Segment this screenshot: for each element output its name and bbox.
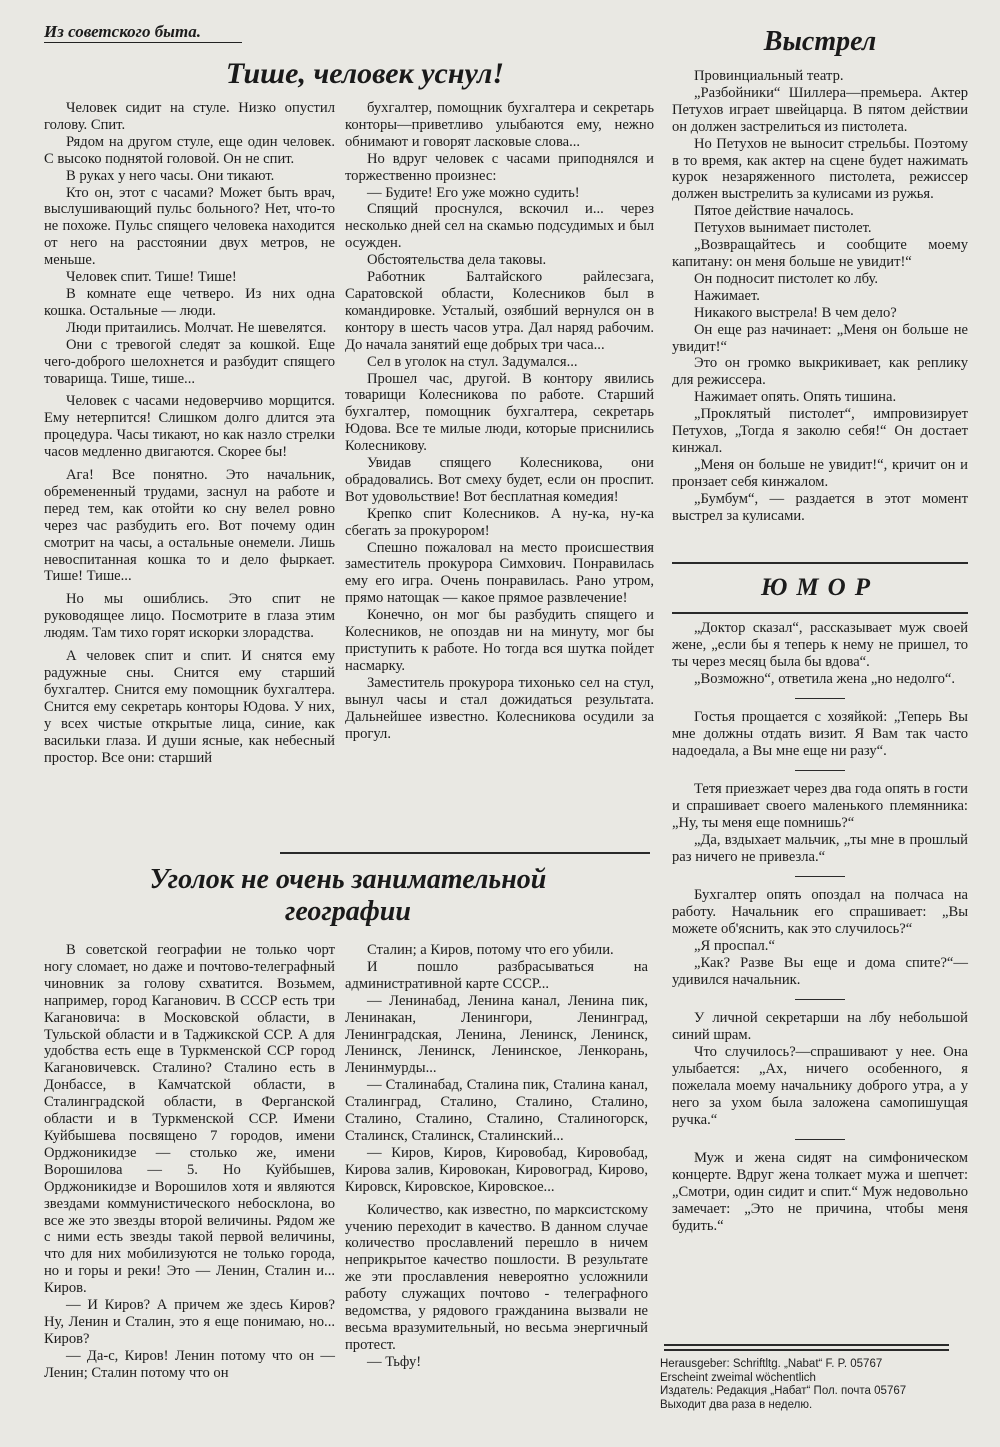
imprint-line-1: Herausgeber: Schriftltg. „Nabat“ F. P. 05767 bbox=[660, 1358, 883, 1370]
paragraph: Он подносит пистолет ко лбу. bbox=[694, 270, 878, 287]
paragraph: Ага! Все понятно. Это начальник, обремененный трудами, заснул на работе и перед тем, как отойти ко сну велел ровно через час разбудить его. Вот почему один смотрит на часы, а остальные онемели. Лишь невоспитанная кошка то и дело фыркает. Тише! Тише... bbox=[44, 467, 335, 585]
paragraph: Заместитель прокурора тихонько сел на стул, вынул часы и стал дожидаться результата. Дальнейшее известно. Колесникова осудили за прогул. bbox=[345, 674, 654, 742]
humor-column bbox=[672, 620, 968, 1235]
paragraph: Крепко спит Колесников. А ну-ка, ну-ка сбегать за прокурором! bbox=[345, 505, 654, 539]
paragraph: Человек спит. Тише! Тише! bbox=[66, 269, 237, 286]
paragraph: — И Киров? А причем же здесь Киров? Ну, Ленин и Сталин, это я еще понимаю, но... Киров? bbox=[44, 1297, 335, 1347]
paragraph: А человек спит и спит. И снятся ему радужные сны. Снится ему старший бухгалтер. Снится ему помощник бухгалтера. Снится ему секретарь конторы Юдова. У них, у всех чистые открытые лица, синие, как васильки глаза. И души ясные, как небесный простор. Все они: старший bbox=[44, 648, 335, 766]
paragraph: Человек сидит на стуле. Низко опустил голову. Спит. bbox=[44, 100, 335, 133]
paragraph: Увидав спящего Колесникова, они обрадовались. Вот смеху будет, если он проспит. Вот удовольствие! Вот бесплатная комедия! bbox=[345, 455, 654, 505]
story-geography-column-2 bbox=[345, 942, 648, 1371]
story-title-geography bbox=[48, 864, 648, 928]
joke-paragraph: Бухгалтер опять опоздал на полчаса на работу. Начальник его спрашивает: „Вы можете об'яснить, как это случилось?“ bbox=[672, 887, 968, 938]
paragraph: Это он громко выкрикивает, как реплику для режиссера. bbox=[672, 355, 968, 389]
paragraph: бухгалтер, помощник бухгалтера и секретарь конторы—приветливо улыбаются ему, нежно обнимают и говорят ласковые слова... bbox=[345, 100, 654, 150]
paragraph: Сел в уголок на стул. Задумался... bbox=[367, 353, 578, 370]
paragraph: Провинциальный театр. bbox=[694, 68, 844, 84]
paragraph: — Киров, Киров, Кировобад, Кировобад, Кирова залив, Кировокан, Кировоград, Кирово, Кировск, Кировское, Кировское... bbox=[345, 1144, 648, 1195]
paragraph: „Бумбум“, — раздается в этот момент выстрел за кулисами. bbox=[672, 490, 968, 524]
paragraph: Рядом на другом стуле, еще один человек. С высоко поднятой головой. Он не спит. bbox=[44, 133, 335, 167]
joke bbox=[672, 1150, 968, 1235]
section-divider bbox=[280, 852, 650, 854]
joke-separator bbox=[795, 999, 845, 1001]
story-quiet-column-1 bbox=[44, 100, 335, 766]
joke-paragraph: Тетя приезжает через два года опять в гости и спрашивает своего маленького племянника: „Ну, ты меня еще помнишь?“ bbox=[672, 781, 968, 832]
imprint-line-3: Издатель: Редакция „Набат“ Пол. почта 05767 bbox=[660, 1385, 907, 1397]
story-title-shot: Выстрел bbox=[763, 26, 877, 57]
imprint-rule-bottom bbox=[664, 1349, 949, 1351]
story-geography-column-1 bbox=[44, 942, 335, 1382]
humor-divider-bottom bbox=[672, 612, 968, 614]
paragraph: Нажимает. bbox=[694, 287, 760, 304]
joke bbox=[672, 709, 968, 760]
joke-paragraph: У личной секретарши на лбу небольшой синий шрам. bbox=[672, 1010, 968, 1044]
joke bbox=[672, 781, 968, 866]
paragraph: Но вдруг человек с часами приподнялся и торжественно произнес: bbox=[345, 150, 654, 184]
paragraph: Кто он, этот с часами? Может быть врач, выслушивающий пульс больного? Нет, что-то не похоже. Пульс спящего человека находится от него на расстоянии двух метров, не меньше. bbox=[44, 184, 335, 269]
paragraph: Количество, как известно, по марксистскому учению переходит в качество. В данном случае количество прославлений перешло в ничем неприкрытое качество пошлости. В результате же эти прославления невероятно усложнили работу служащих почтово - телеграфного ведомства, у рядового гражданина вызвали не весьма вразумительный, но весьма энергичный протест. bbox=[345, 1201, 648, 1353]
paragraph: „Проклятый пистолет“, импровизирует Петухов, „Тогда я заколю себя!“ Он достает кинжал. bbox=[672, 406, 968, 456]
paragraph: Люди притаились. Молчат. Не шевелятся. bbox=[66, 319, 327, 336]
story-quiet-column-2 bbox=[345, 100, 654, 742]
joke-paragraph: Что случилось?—спрашивают у нее. Она улыбается: „Ах, ничего особенного, я пожелала моему начальнику доброго утра, а у него за ухом была заложена самопишущая ручка.“ bbox=[672, 1044, 968, 1128]
paragraph: Пятое действие началось. bbox=[694, 203, 854, 220]
paragraph: В советской географии не только чорт ногу сломает, но даже и почтово-телеграфный чиновник за голову схватится. Возьмем, например, город Каганович. В СССР есть три Кагановича: в Московской области, в Тульской области и в Таджикской ССР. А для удобства есть еще в Туркменской ССР город Кагановичевск. Сталино? Сталино есть в Донбассе, в Камчатской области, в Сталинградской области, в Ферганской области и в Туркменской ССР. Имени Куйбышева посвящено 7 городов, имени Орджоникидзе — столько же, имени Ворошилова — 5. Но Куйбышев, Орджоникидзе и Ворошилов хотя и являются звездами коммунистического небосклона, во все же это звезды второй величины. Рядом же с ними есть звезды такой первой величины, что для них мобилизуются не только города, но и горы и реки! Это — Ленин, Сталин и... Киров. bbox=[44, 942, 335, 1297]
imprint-line-2: Erscheint zweimal wöchentlich bbox=[660, 1371, 816, 1384]
paragraph: „Разбойники“ Шиллера—премьера. Актер Петухов играет швейцарца. В пятом действии он должен застрелиться из пистолета. bbox=[672, 84, 968, 135]
joke-separator bbox=[795, 698, 845, 700]
story-title-quiet: Тише, человек уснул! bbox=[225, 57, 505, 90]
paragraph: Обстоятельства дела таковы. bbox=[367, 252, 547, 269]
imprint bbox=[660, 1358, 960, 1412]
paragraph: Но Петухов не выносит стрельбы. Поэтому в то время, как актер на сцене будет нажимать курок незаряженного пистолета, режиссер должен выстрелить за кулисами из ружья. bbox=[672, 135, 968, 203]
paragraph: Никакого выстрела! В чем дело? bbox=[694, 304, 897, 321]
joke-paragraph: „Как? Разве Вы еще и дома спите?“—удивился начальник. bbox=[672, 955, 968, 988]
joke-paragraph: „Возможно“, ответила жена „но недолго“. bbox=[694, 670, 956, 687]
story-shot-column bbox=[672, 68, 968, 524]
joke-separator bbox=[795, 876, 845, 878]
joke bbox=[672, 1010, 968, 1128]
joke-paragraph: Гостья прощается с хозяйкой: „Теперь Вы мне должны отдать визит. Я Вам так часто надоедала, а Вы мне еще ни разу“. bbox=[672, 709, 968, 759]
paragraph: Человек с часами недоверчиво морщится. Ему нетерпится! Слишком долго длится эта процедура. Часы тикают, но как назло стрелки часов медленно двигаются. Скорее бы! bbox=[44, 393, 335, 461]
joke-paragraph: „Да, вздыхает мальчик, „ты мне в прошлый раз ничего не привезла.“ bbox=[672, 832, 968, 865]
paragraph: „Меня он больше не увидит!“, кричит он и пронзает себя кинжалом. bbox=[672, 456, 968, 490]
paragraph: — Ленинабад, Ленина канал, Ленина пик, Ленинакан, Ленингори, Ленинград, Ленинградская, Ленина, Ленинск, Ленинск, Ленинск, Ленинск, Ленинское, Ленкорань, Ленинмурды... bbox=[345, 992, 648, 1077]
paragraph: Конечно, он мог бы разбудить спящего и Колесников, не опоздав ни на минуту, мог бы приступить к работе. Но тогда вся шутка пойдет насмарку. bbox=[345, 607, 654, 674]
paragraph: „Возвращайтесь и сообщите моему капитану: он меня больше не увидит!“ bbox=[672, 237, 968, 270]
paragraph: — Будите! Его уже можно судить! bbox=[367, 184, 580, 201]
joke-paragraph: „Доктор сказал“, рассказывает муж своей жене, „если бы я теперь к нему не пришел, то ты через месяц была бы вдова“. bbox=[672, 620, 968, 670]
story-title-geography-line2: географии bbox=[285, 896, 411, 927]
joke-paragraph: „Я проспал.“ bbox=[694, 938, 775, 955]
paragraph: Но мы ошиблись. Это спит не руководящее лицо. Посмотрите в глаза этим людям. Там тихо горят искорки злорадства. bbox=[44, 591, 335, 642]
imprint-line-4: Выходит два раза в неделю. bbox=[660, 1398, 813, 1411]
paragraph: — Тьфу! bbox=[367, 1353, 422, 1370]
paragraph: Работник Балтайского райлесзага, Саратовской области, Колесников был в командировке. Усталый, озябший вернулся он в контору в шесть часов утра. Дал наряд рабочим. До начала занятий еще добрых три часа... bbox=[345, 269, 654, 353]
joke-separator bbox=[795, 1139, 845, 1141]
humor-divider-top bbox=[672, 562, 968, 564]
paragraph: Он еще раз начинает: „Меня он больше не увидит!“ bbox=[672, 321, 968, 355]
paragraph: Нажимает опять. Опять тишина. bbox=[694, 389, 897, 406]
joke-paragraph: Муж и жена сидят на симфоническом концерте. Вдруг жена толкает мужа и шепчет: „Смотри, один сидит и спит.“ Муж недовольно замечает: „Это не причина, чтобы меня будить.“ bbox=[672, 1150, 968, 1234]
paragraph: Спешно пожаловал на место происшествия заместитель прокурора Симхович. Понравилась ему его игра. Очень понравилась. Рано утром, прямо натощак — какое прямое развлечение! bbox=[345, 539, 654, 607]
paragraph: Прошел час, другой. В контору явились товарищи Колесникова по работе. Старший бухгалтер, помощник бухгалтера, секретарь Юдова. Все те милые люди, которые приснились Колесникову. bbox=[345, 370, 654, 455]
paragraph: Спящий проснулся, вскочил и... через несколько дней сел на скамью подсудимых и был осужден. bbox=[345, 201, 654, 252]
paragraph: Они с тревогой следят за кошкой. Еще чего-доброго шелохнется и разбудит спящего товарища. Тише, тише... bbox=[44, 336, 335, 387]
paragraph: В комнате еще четверо. Из них одна кошка. Остальные — люди. bbox=[44, 285, 335, 319]
story-title-geography-line1: Уголок не очень занимательной bbox=[149, 864, 547, 895]
joke-separator bbox=[795, 770, 845, 772]
humor-heading: ЮМОР bbox=[761, 574, 879, 601]
paragraph: — Сталинабад, Сталина пик, Сталина канал, Сталинград, Сталино, Сталино, Сталино, Сталино, Сталино, Сталино, Сталиногорск, Сталинск, Сталинск, Сталинский... bbox=[345, 1077, 648, 1144]
section-kicker: Из советского быта. bbox=[44, 22, 242, 43]
paragraph: В руках у него часы. Они тикают. bbox=[66, 167, 275, 184]
imprint-rule-top bbox=[664, 1344, 949, 1346]
paragraph: Петухов вынимает пистолет. bbox=[694, 220, 872, 237]
joke bbox=[672, 887, 968, 988]
paragraph: — Да-с, Киров! Ленин потому что он — Ленин; Сталин потому что он bbox=[44, 1347, 335, 1381]
paragraph: Сталин; а Киров, потому что его убили. bbox=[367, 942, 614, 958]
joke bbox=[672, 620, 968, 688]
paragraph: И пошло разбрасываться на административной карте СССР... bbox=[345, 958, 648, 992]
